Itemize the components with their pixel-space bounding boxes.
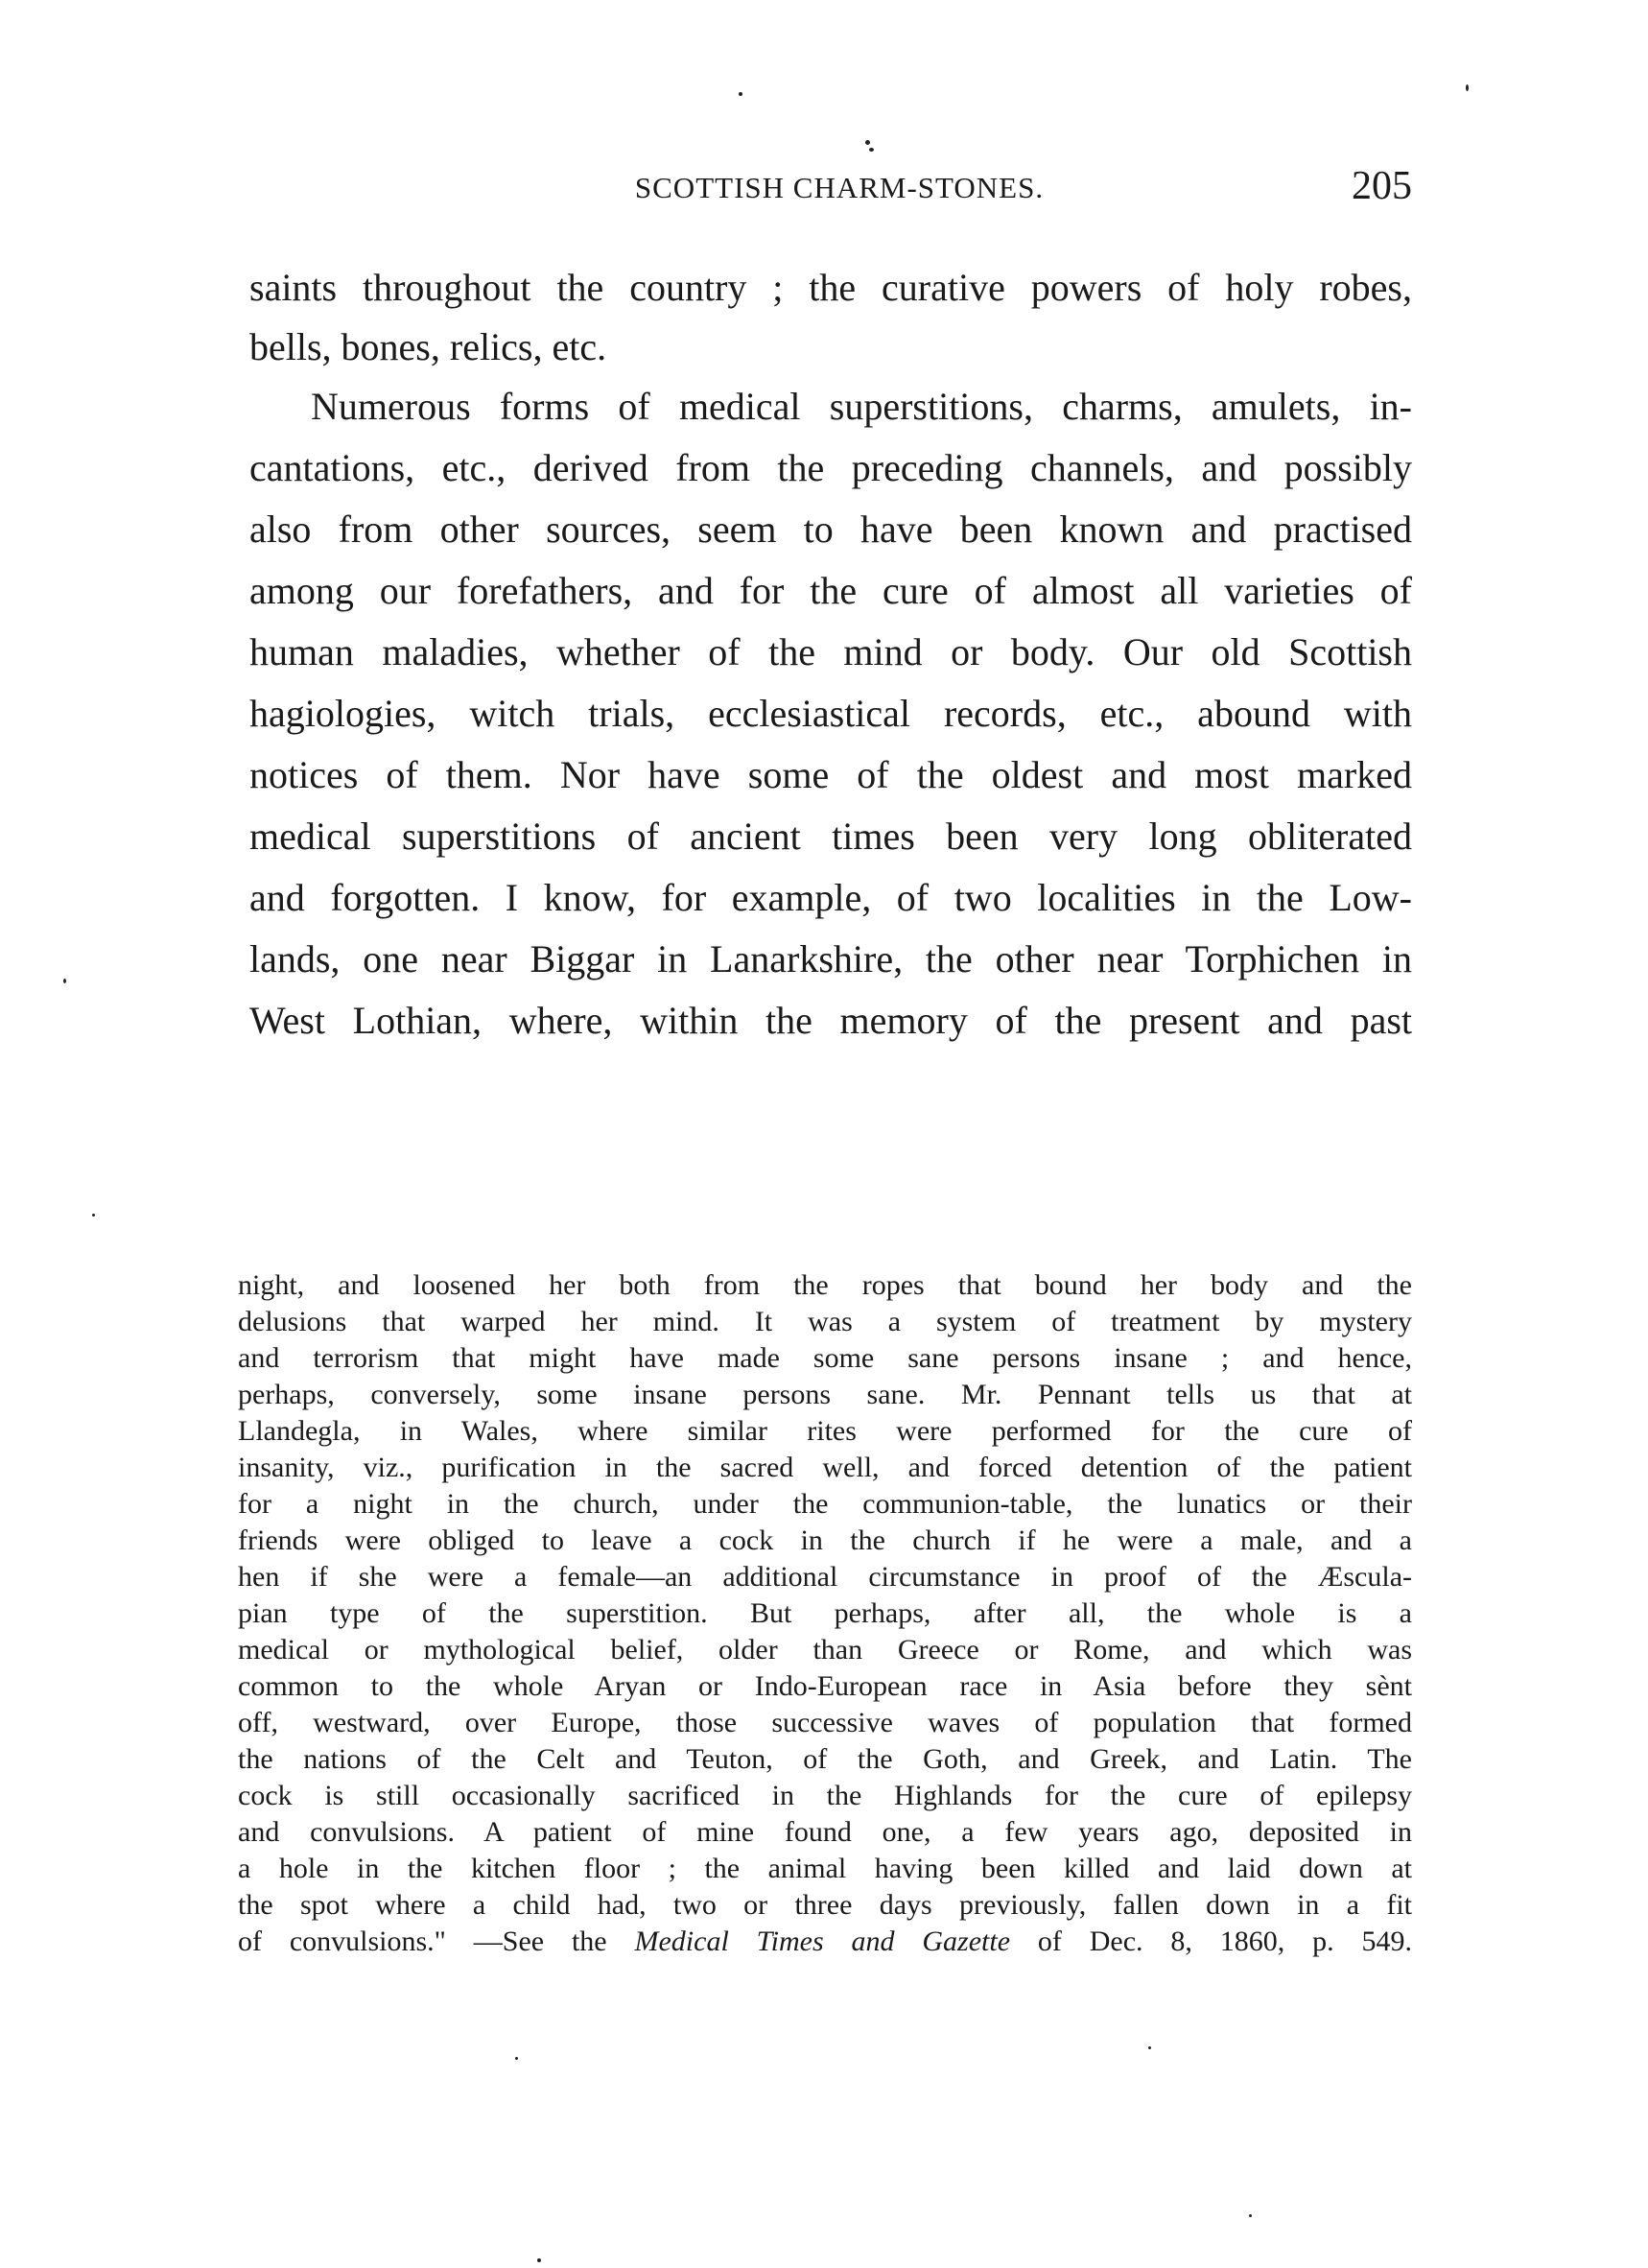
body-line: lands, one near Biggar in Lanarkshire, the other near Torphichen in [249, 937, 1412, 980]
footnote-line: friends were obliged to leave a cock in the church if he were a male, and a [238, 1524, 1412, 1556]
footnote-line: and terrorism that might have made some sane persons insane ; and hence, [238, 1342, 1412, 1374]
footnote-line: a hole in the kitchen floor ; the animal having been killed and laid down at [238, 1853, 1412, 1884]
body-line: notices of them. Nor have some of the oldest and most marked [249, 753, 1412, 796]
footnote-line: hen if she were a female—an additional circumstance in proof of the Æscula- [238, 1561, 1412, 1593]
stray-mark [515, 2057, 518, 2060]
running-header: SCOTTISH CHARM-STONES. [634, 171, 1045, 204]
body-line: cantations, etc., derived from the preceding channels, and possibly [249, 446, 1412, 489]
citation-title: Medical Times and Gazette [634, 1925, 1011, 1957]
footnote-text: of Dec. 8, 1860, p. 549. [1010, 1925, 1412, 1957]
footnote-text: of convulsions." —See the [238, 1925, 635, 1957]
body-line: and forgotten. I know, for example, of two localities in the Low- [249, 876, 1412, 919]
footnote-line: perhaps, conversely, some insane persons sane. Mr. Pennant tells us that at [238, 1379, 1412, 1410]
stray-mark [739, 92, 742, 96]
footnote-line: the spot where a child had, two or three days previously, fallen down in a fit [238, 1889, 1412, 1921]
stray-mark [869, 148, 874, 152]
body-line: also from other sources, seem to have been known and practised [249, 508, 1412, 551]
footnote-line: cock is still occasionally sacrificed in the Highlands for the cure of epilepsy [238, 1780, 1412, 1811]
body-line: human maladies, whether of the mind or body. Our old Scottish [249, 630, 1412, 673]
page-number: 205 [1352, 164, 1412, 208]
footnote-line: off, westward, over Europe, those successive waves of population that formed [238, 1707, 1412, 1738]
stray-mark [1466, 84, 1469, 91]
footnote-line: night, and loosened her both from the ropes that bound her body and the [238, 1269, 1412, 1301]
footnote-line: insanity, viz., purification in the sacred well, and forced detention of the patient [238, 1452, 1412, 1483]
body-line: bells, bones, relics, etc. [249, 325, 607, 368]
body-line: hagiologies, witch trials, ecclesiastical records, etc., abound with [249, 692, 1412, 735]
footnote-line: the nations of the Celt and Teuton, of the Goth, and Greek, and Latin. The [238, 1743, 1412, 1775]
footnote-line: Llandegla, in Wales, where similar rites were performed for the cure of [238, 1415, 1412, 1447]
body-line: West Lothian, where, within the memory of the present and past [249, 999, 1412, 1042]
stray-mark [92, 1214, 95, 1217]
footnote-line: pian type of the superstition. But perhaps, after all, the whole is a [238, 1597, 1412, 1629]
body-line: saints throughout the country ; the curative powers of holy robes, [249, 266, 1412, 309]
body-line: among our forefathers, and for the cure of almost all varieties of [249, 569, 1412, 612]
body-line: Numerous forms of medical superstitions, charms, amulets, in- [311, 385, 1412, 428]
stray-mark [63, 979, 66, 983]
footnote-line: for a night in the church, under the communion-table, the lunatics or their [238, 1488, 1412, 1520]
stray-mark [537, 2258, 541, 2262]
stray-mark [1249, 2214, 1252, 2217]
stray-mark [865, 140, 870, 145]
footnote-line: and convulsions. A patient of mine found one, a few years ago, deposited in [238, 1816, 1412, 1848]
footnote-line: delusions that warped her mind. It was a system of treatment by mystery [238, 1306, 1412, 1337]
stray-mark [1148, 2046, 1151, 2049]
footnote-line: medical or mythological belief, older than Greece or Rome, and which was [238, 1634, 1412, 1666]
footnote-line: common to the whole Aryan or Indo-European race in Asia before they sènt [238, 1670, 1412, 1702]
footnote-line-last [238, 1925, 1412, 1959]
body-line: medical superstitions of ancient times been very long obliterated [249, 815, 1412, 858]
